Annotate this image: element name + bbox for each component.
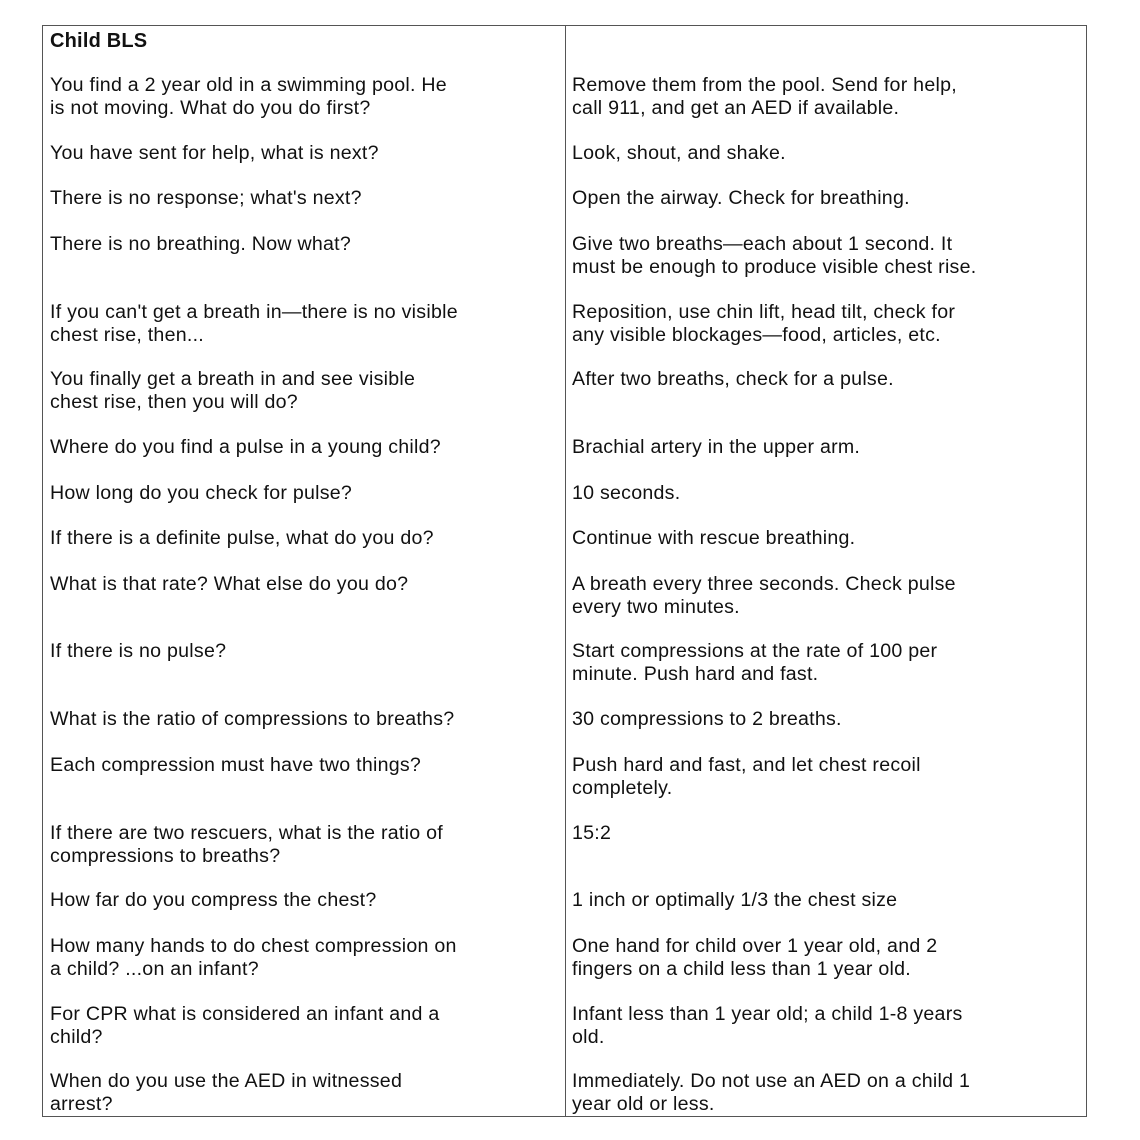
question-text: What is that rate? What else do you do? bbox=[50, 572, 409, 595]
question-text: There is no response; what's next? bbox=[50, 187, 362, 210]
answer-cell bbox=[565, 187, 1086, 233]
question-text: There is no breathing. Now what? bbox=[50, 232, 351, 255]
table-row bbox=[43, 142, 1086, 188]
table-row bbox=[43, 640, 1086, 708]
question-text: compressions to breaths? bbox=[50, 844, 281, 867]
question-cell bbox=[43, 436, 565, 482]
question-cell bbox=[43, 187, 565, 233]
answer-cell bbox=[565, 301, 1086, 369]
table-row bbox=[43, 1070, 1086, 1138]
table-row bbox=[43, 187, 1086, 233]
question-cell bbox=[43, 1070, 565, 1138]
question-text: arrest? bbox=[50, 1093, 113, 1116]
question-text: How far do you compress the chest? bbox=[50, 889, 377, 912]
bls-table bbox=[42, 25, 1087, 1117]
question-cell bbox=[43, 142, 565, 188]
answer-text: 10 seconds. bbox=[572, 481, 681, 504]
question-text: You finally get a breath in and see visible bbox=[50, 368, 416, 391]
answer-text: 15:2 bbox=[572, 821, 612, 844]
answer-text: Continue with rescue breathing. bbox=[572, 527, 856, 550]
table-row bbox=[43, 935, 1086, 1003]
table-row bbox=[43, 573, 1086, 641]
answer-cell bbox=[565, 754, 1086, 822]
answer-cell bbox=[565, 527, 1086, 573]
answer-cell bbox=[565, 482, 1086, 528]
question-text: You have sent for help, what is next? bbox=[50, 141, 379, 164]
table-row bbox=[43, 527, 1086, 573]
question-text: If there is a definite pulse, what do you do? bbox=[50, 527, 434, 550]
table-title: Child BLS bbox=[50, 30, 148, 52]
table-row bbox=[43, 1003, 1086, 1071]
question-cell bbox=[43, 482, 565, 528]
question-text: is not moving. What do you do first? bbox=[50, 97, 371, 119]
answer-text: One hand for child over 1 year old, and 2 bbox=[572, 934, 938, 957]
answer-cell bbox=[565, 368, 1086, 436]
answer-text: minute. Push hard and fast. bbox=[572, 663, 819, 686]
table-row bbox=[43, 74, 1086, 142]
answer-cell bbox=[565, 142, 1086, 188]
question-text: child? bbox=[50, 1025, 103, 1048]
answer-text: Brachial artery in the upper arm. bbox=[572, 436, 861, 459]
question-cell bbox=[43, 74, 565, 142]
table-row bbox=[43, 889, 1086, 935]
answer-text: A breath every three seconds. Check pulse bbox=[572, 572, 956, 595]
question-cell bbox=[43, 1003, 565, 1071]
question-text: How many hands to do chest compression on bbox=[50, 934, 457, 957]
question-cell bbox=[43, 708, 565, 754]
answer-text: any visible blockages—food, articles, etc. bbox=[572, 323, 941, 346]
answer-cell bbox=[565, 436, 1086, 482]
answer-text: fingers on a child less than 1 year old. bbox=[572, 957, 911, 980]
question-cell bbox=[43, 889, 565, 935]
answer-text: must be enough to produce visible chest rise. bbox=[572, 255, 977, 278]
table-row bbox=[43, 368, 1086, 436]
question-cell bbox=[43, 935, 565, 1003]
answer-text: Look, shout, and shake. bbox=[572, 141, 786, 164]
answer-cell bbox=[565, 889, 1086, 935]
question-text: Where do you find a pulse in a young child? bbox=[50, 436, 441, 459]
question-cell bbox=[43, 368, 565, 436]
answer-text: Open the airway. Check for breathing. bbox=[572, 187, 910, 210]
answer-text: call 911, and get an AED if available. bbox=[572, 97, 900, 119]
table-rows bbox=[43, 74, 1086, 1138]
question-text: How long do you check for pulse? bbox=[50, 481, 353, 504]
question-text: You find a 2 year old in a swimming pool. He bbox=[50, 74, 447, 96]
question-cell bbox=[43, 233, 565, 301]
table-row bbox=[43, 436, 1086, 482]
table-row bbox=[43, 482, 1086, 528]
answer-cell bbox=[565, 74, 1086, 142]
question-text: For CPR what is considered an infant and a bbox=[50, 1002, 440, 1025]
question-cell bbox=[43, 301, 565, 369]
question-cell bbox=[43, 822, 565, 890]
question-text: If you can't get a breath in—there is no visible bbox=[50, 300, 458, 323]
answer-text: 30 compressions to 2 breaths. bbox=[572, 708, 842, 731]
question-cell bbox=[43, 640, 565, 708]
answer-text: old. bbox=[572, 1025, 605, 1048]
table-row bbox=[43, 822, 1086, 890]
answer-text: every two minutes. bbox=[572, 595, 740, 618]
answer-cell bbox=[565, 640, 1086, 708]
answer-text: After two breaths, check for a pulse. bbox=[572, 368, 894, 391]
question-text: chest rise, then you will do? bbox=[50, 391, 298, 414]
answer-cell bbox=[565, 708, 1086, 754]
answer-text: 1 inch or optimally 1/3 the chest size bbox=[572, 889, 898, 912]
answer-text: Immediately. Do not use an AED on a child 1 bbox=[572, 1070, 971, 1093]
question-cell bbox=[43, 527, 565, 573]
answer-text: Give two breaths—each about 1 second. It bbox=[572, 232, 953, 255]
table-row bbox=[43, 754, 1086, 822]
answer-cell bbox=[565, 822, 1086, 890]
answer-cell bbox=[565, 1003, 1086, 1071]
answer-cell bbox=[565, 233, 1086, 301]
answer-text: Reposition, use chin lift, head tilt, check for bbox=[572, 300, 956, 323]
answer-cell bbox=[565, 1070, 1086, 1138]
answer-text: Remove them from the pool. Send for help, bbox=[572, 74, 957, 96]
answer-text: year old or less. bbox=[572, 1093, 715, 1116]
question-text: If there is no pulse? bbox=[50, 640, 227, 663]
answer-text: completely. bbox=[572, 776, 673, 799]
answer-text: Infant less than 1 year old; a child 1-8 years bbox=[572, 1002, 963, 1025]
question-text: If there are two rescuers, what is the ratio of bbox=[50, 821, 443, 844]
question-text: What is the ratio of compressions to breaths? bbox=[50, 708, 455, 731]
answer-cell bbox=[565, 935, 1086, 1003]
table-row bbox=[43, 233, 1086, 301]
answer-text: Push hard and fast, and let chest recoil bbox=[572, 753, 921, 776]
question-cell bbox=[43, 754, 565, 822]
question-text: chest rise, then... bbox=[50, 323, 204, 346]
question-text: Each compression must have two things? bbox=[50, 753, 422, 776]
table-row bbox=[43, 708, 1086, 754]
question-text: When do you use the AED in witnessed bbox=[50, 1070, 403, 1093]
answer-cell bbox=[565, 573, 1086, 641]
question-text: a child? ...on an infant? bbox=[50, 957, 259, 980]
table-row bbox=[43, 301, 1086, 369]
answer-text: Start compressions at the rate of 100 per bbox=[572, 640, 938, 663]
question-cell bbox=[43, 573, 565, 641]
